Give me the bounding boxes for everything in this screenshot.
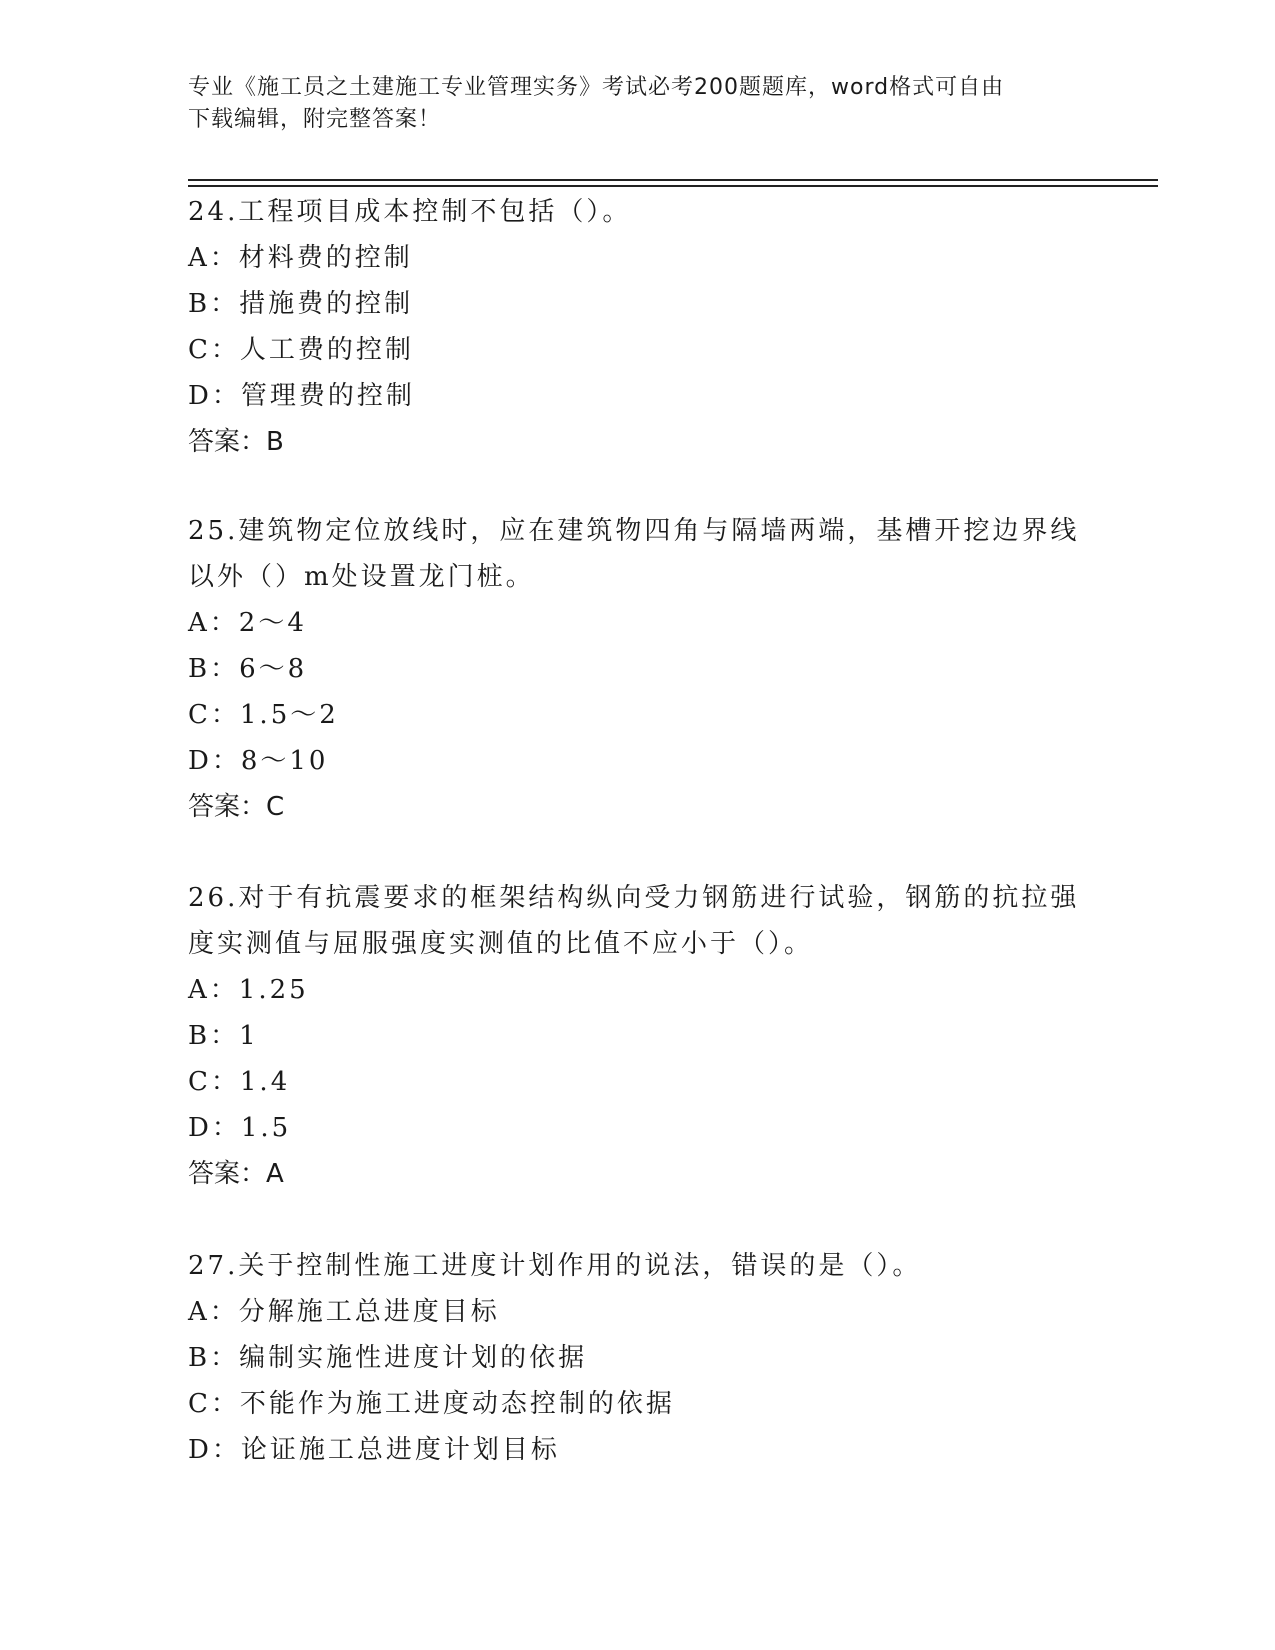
option-c: C：不能作为施工进度动态控制的依据 bbox=[188, 1389, 675, 1419]
option-a: A：1.25 bbox=[188, 975, 309, 1005]
option-a: A：分解施工总进度目标 bbox=[188, 1297, 500, 1327]
question-27 bbox=[188, 1243, 1088, 1473]
question-25 bbox=[188, 508, 1088, 830]
question-stem-line-2: 度实测值与屈服强度实测值的比值不应小于（）。 bbox=[188, 929, 814, 959]
option-c: C：人工费的控制 bbox=[188, 335, 414, 365]
option-d: D：论证施工总进度计划目标 bbox=[188, 1435, 560, 1465]
question-stem: 24.工程项目成本控制不包括（）。 bbox=[188, 197, 632, 227]
option-c: C：1.5～2 bbox=[188, 700, 339, 730]
answer: 答案：A bbox=[188, 1159, 284, 1189]
option-a: A：2～4 bbox=[188, 608, 307, 638]
header-line-2: 下载编辑，附完整答案！ bbox=[188, 107, 442, 132]
answer: 答案：C bbox=[188, 792, 285, 822]
header-divider-top bbox=[188, 179, 1158, 181]
option-b: B：编制实施性进度计划的依据 bbox=[188, 1343, 588, 1373]
document-header bbox=[188, 72, 1088, 136]
header-line-1: 专业《施工员之土建施工专业管理实务》考试必考200题题库，word格式可自由 bbox=[188, 75, 1005, 100]
option-b: B：措施费的控制 bbox=[188, 289, 414, 319]
option-b: B：6～8 bbox=[188, 654, 308, 684]
option-d: D：8～10 bbox=[188, 746, 329, 776]
option-c: C：1.4 bbox=[188, 1067, 291, 1097]
question-stem-line-2: 以外（）m处设置龙门桩。 bbox=[188, 562, 535, 592]
option-d: D：管理费的控制 bbox=[188, 381, 415, 411]
option-a: A：材料费的控制 bbox=[188, 243, 413, 273]
question-stem-line-1: 25.建筑物定位放线时，应在建筑物四角与隔墙两端，基槽开挖边界线 bbox=[188, 516, 1080, 546]
question-24 bbox=[188, 189, 1088, 465]
option-b: B：1 bbox=[188, 1021, 259, 1051]
question-stem-line-1: 26.对于有抗震要求的框架结构纵向受力钢筋进行试验，钢筋的抗拉强 bbox=[188, 883, 1080, 913]
answer: 答案：B bbox=[188, 427, 284, 457]
header-divider-bottom bbox=[188, 185, 1158, 187]
question-26 bbox=[188, 875, 1088, 1197]
option-d: D：1.5 bbox=[188, 1113, 292, 1143]
question-stem: 27.关于控制性施工进度计划作用的说法，错误的是（）。 bbox=[188, 1251, 922, 1281]
